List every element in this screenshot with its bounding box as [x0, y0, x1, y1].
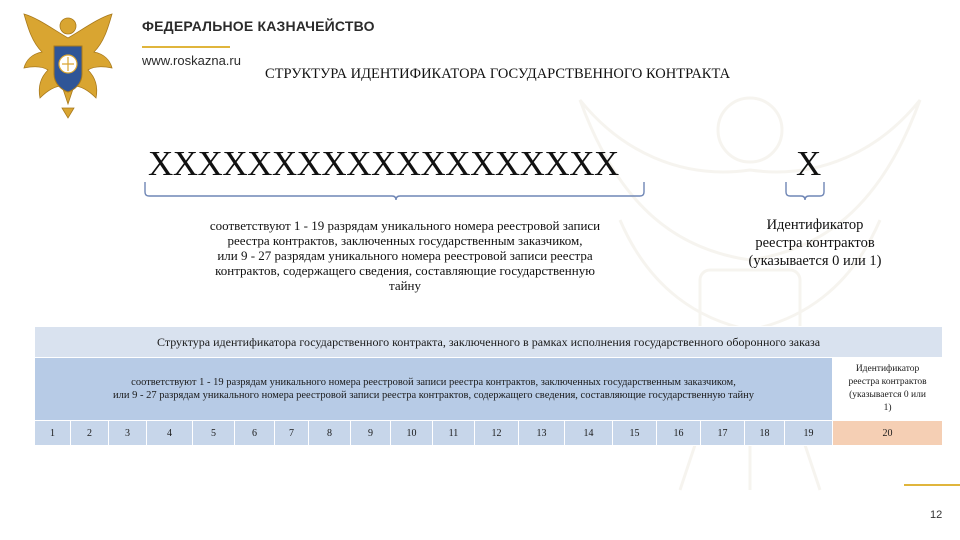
- digit-cell: 6: [235, 421, 275, 446]
- suffix-description-line: реестра контрактов: [755, 235, 875, 251]
- org-website: www.roskazna.ru: [142, 53, 241, 68]
- digit-cell: 19: [785, 421, 833, 446]
- side-description-line: (указывается 0 или: [849, 390, 926, 400]
- digit-cell: 5: [193, 421, 235, 446]
- digit-cell: 13: [519, 421, 565, 446]
- digit-20-description: [833, 358, 943, 421]
- identifier-main-part: XXXXXXXXXXXXXXXXXXX: [148, 144, 619, 183]
- table-description-line: соответствуют 1 - 19 разрядам уникального номера реестровой записи реестра контрактов, заключенных государственным заказчиком,: [131, 377, 736, 388]
- main-description-line: или 9 - 27 разрядам уникального номера реестровой записи реестра: [217, 248, 593, 263]
- footer-divider: [904, 484, 960, 486]
- main-description-line: реестра контрактов, заключенных государственным заказчиком,: [227, 233, 583, 248]
- digit-cell: 10: [391, 421, 433, 446]
- digit-cell: 17: [701, 421, 745, 446]
- digit-cell: 4: [147, 421, 193, 446]
- digit-cell: 7: [275, 421, 309, 446]
- main-description-line: контрактов, содержащего сведения, составляющие государственную: [215, 263, 595, 278]
- page-title: СТРУКТУРА ИДЕНТИФИКАТОРА ГОСУДАРСТВЕННОГО КОНТРАКТА: [265, 66, 731, 82]
- digit-cell: 9: [351, 421, 391, 446]
- digit-cell: 18: [745, 421, 785, 446]
- main-part-description: [180, 218, 630, 293]
- digit-cell: 14: [565, 421, 613, 446]
- digit-cell: 3: [109, 421, 147, 446]
- digit-cell: 1: [35, 421, 71, 446]
- side-description-line: 1): [883, 403, 892, 413]
- suffix-brace: [786, 182, 824, 200]
- main-description-line: соответствуют 1 - 19 разрядам уникального номера реестровой записи: [209, 218, 601, 233]
- digit-cell: 2: [71, 421, 109, 446]
- digits-1-19-description: [35, 358, 833, 421]
- page-number: 12: [930, 509, 943, 521]
- digit-cell: 11: [433, 421, 475, 446]
- table-header: Структура идентификатора государственного контракта, заключенного в рамках исполнения государственного оборонного заказа: [35, 327, 943, 358]
- digit-cell-20: 20: [833, 421, 943, 446]
- side-description-line: Идентификатор: [855, 364, 920, 374]
- table-description-line: или 9 - 27 разрядам уникального номера реестровой записи реестра контрактов, содержащего сведения, составляющие государственную тайну: [112, 390, 755, 401]
- main-description-line: тайну: [388, 278, 422, 293]
- digit-cell: 15: [613, 421, 657, 446]
- org-name: ФЕДЕРАЛЬНОЕ КАЗНАЧЕЙСТВО: [142, 18, 375, 34]
- digit-cell: 12: [475, 421, 519, 446]
- suffix-description-line: Идентификатор: [766, 217, 864, 233]
- identifier-suffix: X: [796, 144, 821, 183]
- structure-table: [34, 326, 942, 446]
- digit-cell: 8: [309, 421, 351, 446]
- side-description-line: реестра контрактов: [848, 377, 927, 387]
- digit-cell: 16: [657, 421, 701, 446]
- suffix-description: [715, 216, 915, 270]
- suffix-description-line: (указывается 0 или 1): [748, 253, 882, 269]
- main-part-brace: [145, 182, 644, 200]
